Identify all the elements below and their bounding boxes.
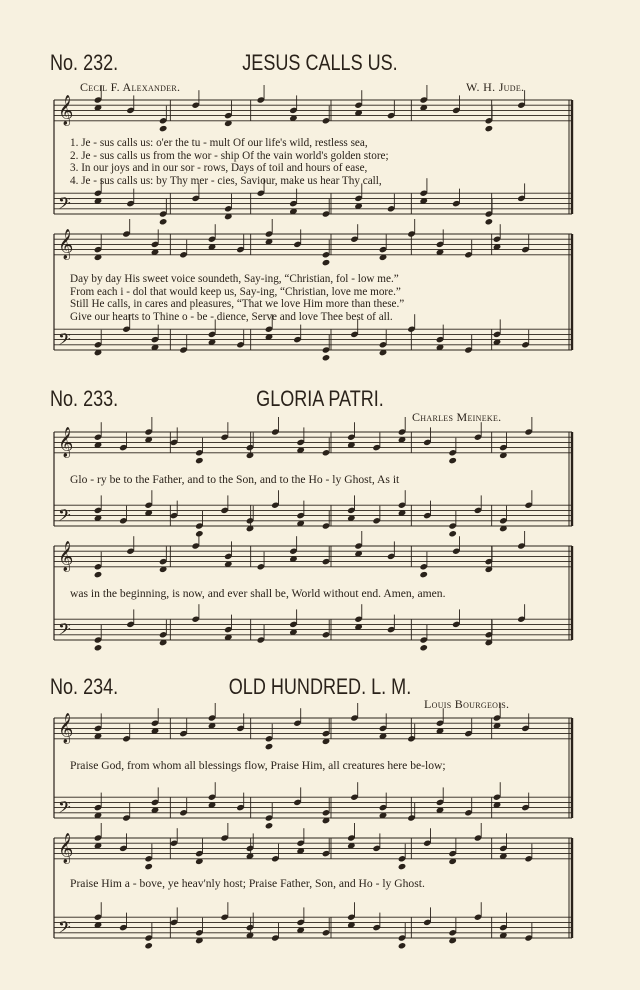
hymn-title: OLD HUNDRED. L. M.	[228, 674, 412, 699]
svg-text:𝄢: 𝄢	[58, 192, 71, 217]
svg-text:𝄞: 𝄞	[58, 229, 74, 260]
composer-credit: Charles Meineke.	[412, 410, 502, 424]
svg-text:𝄢: 𝄢	[58, 916, 71, 941]
lyric-line: 3. In our joys and in our sor - rows, Days of toil and hours of ease,	[70, 162, 368, 174]
hymn-title: GLORIA PATRI.	[256, 386, 384, 411]
hymn-number: No. 232.	[50, 50, 119, 75]
lyric-line: Praise God, from whom all blessings flow, Praise Him, all creatures here be-low;	[70, 759, 446, 772]
lyric-line: Praise Him a - bove, ye heav'nly host; Praise Father, Son, and Ho - ly Ghost.	[70, 877, 425, 890]
lyric-line: Still He calls, in cares and pleasures, “That we love Him more than these.”	[70, 298, 405, 310]
lyric-line: Day by day His sweet voice soundeth, Say-ing, “Christian, fol - low me.”	[70, 273, 399, 285]
svg-text:𝄢: 𝄢	[58, 618, 71, 643]
lyricist-credit: Cecil F. Alexander.	[80, 80, 181, 94]
composer-credit: W. H. Jude.	[466, 80, 525, 94]
svg-text:𝄢: 𝄢	[58, 796, 71, 821]
svg-text:𝄢: 𝄢	[58, 328, 71, 353]
svg-text:𝄞: 𝄞	[58, 833, 74, 864]
svg-text:𝄞: 𝄞	[58, 427, 74, 458]
svg-text:𝄞: 𝄞	[58, 713, 74, 744]
lyric-line: 2. Je - sus calls us from the wor - ship Of the vain world's golden store;	[70, 149, 389, 162]
lyric-line: Give our hearts to Thine o - be - dience, Serve and love Thee best of all.	[70, 310, 393, 323]
svg-text:𝄞: 𝄞	[58, 541, 74, 572]
hymn-number: No. 233.	[50, 386, 119, 411]
lyric-line: was in the beginning, is now, and ever shall be, World without end. Amen, amen.	[70, 587, 446, 600]
lyric-line: 1. Je - sus calls us: o'er the tu - mult Of our life's wild, restless sea,	[70, 137, 368, 149]
svg-text:𝄞: 𝄞	[58, 95, 74, 126]
svg-text:𝄢: 𝄢	[58, 504, 71, 529]
lyric-line: 4. Je - sus calls us: by Thy mer - cies, Saviour, make us hear Thy call,	[70, 174, 382, 187]
composer-credit: Louis Bourgeois.	[424, 697, 510, 711]
lyric-line: From each i - dol that would keep us, Say-ing, “Christian, love me more.”	[70, 285, 401, 298]
hymn-title: JESUS CALLS US.	[242, 50, 398, 75]
lyric-line: Glo - ry be to the Father, and to the Son, and to the Ho - ly Ghost, As it	[70, 473, 400, 486]
hymn-number: No. 234.	[50, 674, 119, 699]
